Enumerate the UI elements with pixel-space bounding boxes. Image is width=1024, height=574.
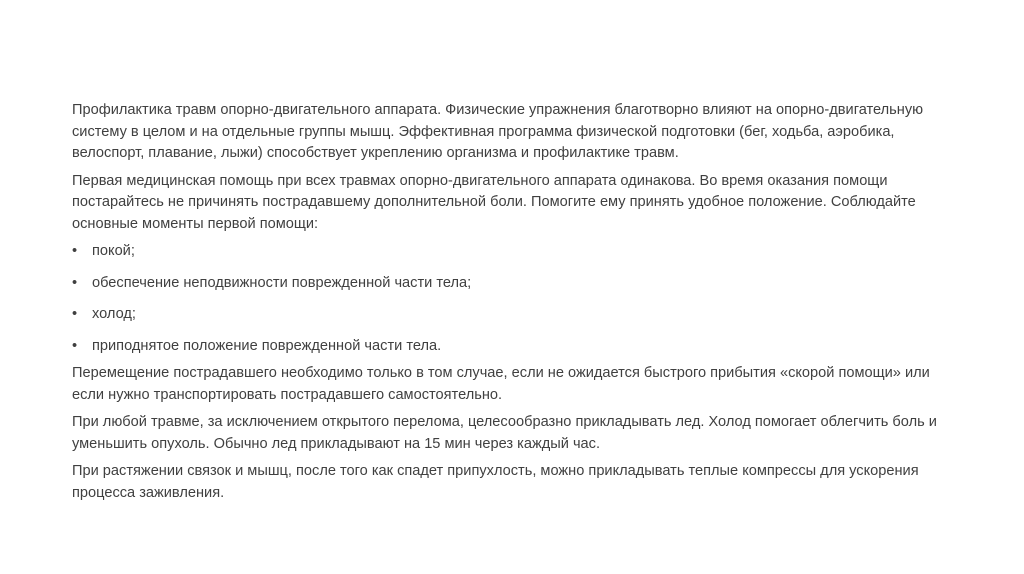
paragraph-first-aid-intro: Первая медицинская помощь при всех травмах опорно-двигательного аппарата одинакова. Во время оказания помощи постарайтесь не причинять пострадавшему дополнительной боли. Помогите ему принять удобное положение. Соблюдайте основные моменты первой помощи: [72, 172, 916, 232]
paragraph-ice: При любой травме, за исключением открытого перелома, целесообразно прикладывать лед. Холод помогает облегчить боль и уменьшить опухоль. Обычно лед прикладывают на 15 мин через каждый час. [72, 414, 937, 452]
list-item-text: холод; [92, 306, 136, 322]
slide-body [72, 100, 952, 510]
paragraph-warm-compress: При растяжении связок и мышц, после того как спадет припухлость, можно прикладывать теплые компрессы для ускорения процесса заживления. [72, 463, 919, 501]
list-item [72, 336, 952, 358]
bullet-icon: • [72, 306, 78, 322]
list-item-text: приподнятое положение поврежденной части тела. [92, 337, 442, 354]
list-item [72, 241, 952, 263]
list-item [72, 304, 952, 326]
list-item-text: покой; [92, 243, 135, 259]
paragraph-transport: Перемещение пострадавшего необходимо только в том случае, если не ожидается быстрого прибытия «скорой помощи» или если нужно транспортировать пострадавшего самостоятельно. [72, 365, 930, 403]
list-item [72, 273, 952, 295]
paragraph-injury-prevention: Профилактика травм опорно-двигательного аппарата. Физические упражнения благотворно влияют на опорно-двигательную систему в целом и на отдельные группы мышц. Эффективная программа физической подготовки (бег, ходьба, аэробика, велоспорт, плавание, лыжи) способствует укреплению организма и профилактике травм. [72, 102, 924, 161]
bullet-icon: • [72, 274, 78, 291]
bullet-icon: • [72, 243, 78, 259]
first-aid-list [72, 241, 952, 357]
bullet-icon: • [72, 337, 78, 354]
list-item-text: обеспечение неподвижности поврежденной части тела; [92, 274, 472, 291]
